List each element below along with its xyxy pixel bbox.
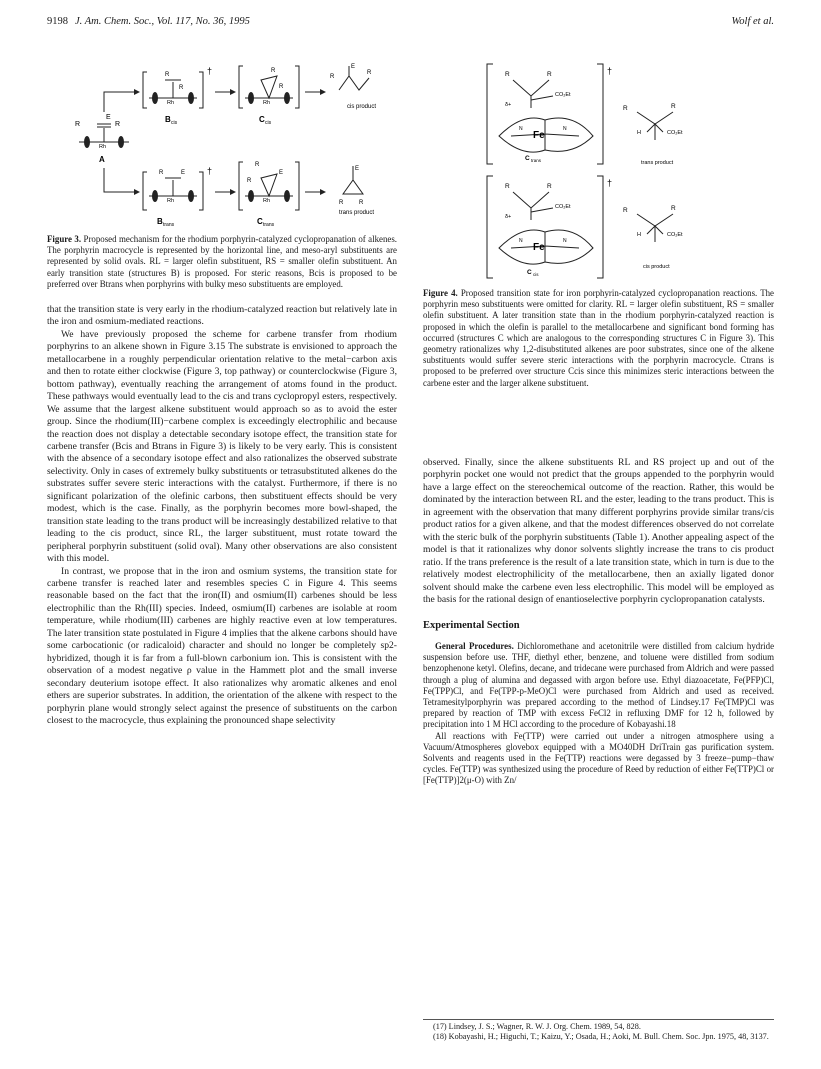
svg-text:R: R (671, 103, 676, 110)
trans-product-label: trans product (339, 210, 375, 216)
figure-3-caption-label: Figure 3. (47, 234, 82, 244)
svg-text:Rh: Rh (167, 198, 175, 204)
right-paragraph-1: observed. Finally, since the alkene substituents RL and RS project up and out of the porphyrin pocket one would not predict that the groups appended to the porphyrin would have a large effect on the stereochemical outcome of the reaction. Rather, this would be dominated by the interaction between RL and the ester, leading to the trans product. This is in agreement with the observation that many different porphyrins provide similar trans/cis product ratios for a given alkene, and that the modest differences observed do not correlate with the steric bulk of the porphyrin substituents (Table 1). Another appealing aspect of the model is that it rationalizes why donor solvents slightly increase the trans to cis product ratio. If the trans preference is the result of a late transition state, which in turn is due to the relatively modest electrophilicity of the metallocarbene, then an axially ligated donor solvent should make the carbene even less electrophilic. This model will be employed as the basis for the rational design of enantioselective porphyrin cyclopropanation catalysts. (423, 457, 774, 605)
a-label: A (99, 155, 105, 164)
left-column (47, 234, 397, 727)
svg-text:cis: cis (533, 272, 539, 277)
footnote-rule (423, 1019, 774, 1020)
svg-text:Fe: Fe (533, 130, 545, 141)
general-procedures-heading: General Procedures. (435, 640, 514, 651)
a-rl-label: R (75, 121, 81, 128)
structure-b-cis (143, 66, 212, 126)
svg-text:cis: cis (171, 120, 178, 126)
figure-4-caption-block (423, 288, 774, 389)
structure-a (75, 114, 129, 164)
fe-cis-product (623, 205, 683, 270)
a-rs-label: R (115, 121, 121, 128)
svg-text:N: N (519, 238, 523, 244)
svg-text:Rh: Rh (263, 198, 271, 204)
footnote-17: (17) Lindsey, J. S.; Wagner, R. W. J. Org. Chem. 1989, 54, 828. (433, 1022, 641, 1031)
svg-text:R: R (359, 200, 364, 206)
structure-c-trans (239, 162, 299, 228)
c-cis-label: C (259, 115, 265, 124)
figure-4-caption (423, 288, 774, 389)
fe-trans-product (623, 103, 683, 166)
trans-product-structure (339, 166, 374, 216)
left-paragraph-3: In contrast, we propose that in the iron and osmium systems, the transition state for carbene transfer is reached later and resembles species C in Figure 4. This seems reasonable based on the fact that the iron(II) and osmium(II) carbenes should be less electrophilic than the Rh(III) species. Indeed, osmium(II) carbenes are isolable at room temperature, while rhodium(III) carbenes are highly reactive even at low temperatures. The later transition state postulated in Figure 4 implies that the alkene carbons should have some carbocationic (or radicaloid) character and should no longer be completely sp2-hybridized, though it is far from a full-blown carbonium ion. This is consistent with the observation of a modest negative ρ value in the Hammett plot and the small inverse secondary deuterium isotope effect. It also rationalizes why aromatic alkenes and enol ethers are superior substrates. In addition, the orientation of the alkene with respect to the porphyrin plane would strongly select against the presence of substituents on the carbon closest to the macrocycle, thus explaining the pronounced shape selectivity (47, 565, 397, 726)
experimental-section-heading: Experimental Section (423, 620, 520, 632)
svg-text:R: R (247, 178, 252, 184)
svg-text:R: R (505, 183, 510, 190)
svg-text:Rh: Rh (263, 100, 271, 106)
fe-ttp-paragraph: All reactions with Fe(TTP) were carried out under a nitrogen atmosphere using a Vacuum/Atmospheres glovebox equipped with a MO40DH DriTrain gas purification system. Solvents and reagents used in the Fe(TTP) reactions were degassed by 3 freeze−pump−thaw cycles. Fe(TTP) was synthesized using the procedure of Reed by reduction of either Fe(TTP)Cl or [Fe(TTP)]2(μ-O) with Zn/ (423, 730, 774, 786)
svg-text:CO₂Et: CO₂Et (667, 232, 683, 238)
b-cis-label: B (165, 115, 171, 124)
svg-text:C: C (525, 155, 530, 162)
cis-product-label: cis product (347, 104, 377, 110)
svg-text:N: N (563, 238, 567, 244)
fe-ts-c-trans (487, 64, 612, 164)
svg-text:δ+: δ+ (505, 102, 512, 108)
footnote-18: (18) Kobayashi, H.; Higuchi, T.; Kaizu, Y.; Osada, H.; Aoki, M. Bull. Chem. Soc. Jpn. 1975, 48, 3137. (433, 1032, 769, 1042)
svg-text:δ+: δ+ (505, 214, 512, 220)
svg-text:†: † (607, 66, 613, 76)
figure-4-caption-text: Proposed transition state for iron porphyrin-catalyzed cyclopropanation reactions. The porphyrin meso substituents were omitted for clarity. RL = larger olefin substituent, RS = smaller olefin substituent. A later transition state than in the rhodium porphyrin-catalyzed reaction is proposed in which the olefin is parallel to the metallocarbene and significant bond forming has occurred (structures C which are analogous to the corresponding structures C in Figure 3). This geometry rationalizes why 1,2-disubstituted alkenes are poor substrates, since one of the alkene substituents would suffer severe steric interactions with the porphyrin macrocycle. Ctrans is proposed to be preferred over structure Ccis since this minimizes steric interactions between the carbene ester and the larger alkene substituent. (423, 288, 774, 388)
dagger-top: † (207, 66, 213, 76)
figure-3-caption-text: Proposed mechanism for the rhodium porphyrin-catalyzed cyclopropanation of alkenes. The porphyrin macrocycle is represented by the horizontal line, and meso-aryl substituents are represented by solid ovals. RL = larger olefin substituent, RS = smaller olefin substituent. An early transition state (structures B) is proposed. For steric reasons, Bcis is proposed to be preferred over Btrans when porphyrins with bulky meso substituents are employed. (47, 234, 398, 289)
running-authors: Wolf et al. (731, 16, 774, 27)
svg-text:trans: trans (531, 158, 542, 163)
svg-text:R: R (623, 105, 628, 112)
figure-4-scheme (423, 60, 775, 285)
svg-text:R: R (279, 84, 284, 90)
b-trans-label: B (157, 217, 163, 226)
journal-citation: J. Am. Chem. Soc., Vol. 117, No. 36, 1995 (75, 16, 250, 27)
page-number: 9198 (47, 16, 68, 27)
svg-text:CO₂Et: CO₂Et (555, 204, 571, 210)
svg-text:E: E (355, 166, 360, 172)
dagger-bottom: † (207, 166, 213, 176)
figure-3-caption (47, 234, 397, 290)
a-rh-label: Rh (99, 144, 107, 150)
figure-3-scheme (47, 62, 399, 232)
svg-text:cis: cis (265, 120, 272, 126)
left-paragraph-1: that the transition state is very early in the rhodium-catalyzed reaction but relatively late in the iron and osmium-mediated reactions. (47, 304, 397, 328)
footnotes (423, 1022, 774, 1043)
svg-text:H: H (637, 130, 641, 136)
svg-text:CO₂Et: CO₂Et (555, 92, 571, 98)
svg-text:†: † (607, 178, 613, 188)
svg-text:N: N (519, 126, 523, 132)
left-paragraph-2: We have previously proposed the scheme for carbene transfer from rhodium porphyrins to an alkene shown in Figure 3.15 The substrate is envisioned to approach the metallocarbene in a roughly perpendicular orientation relative to the metal−carbon axis and then to rotate either clockwise (Figure 3, top pathway) or counterclockwise (Figure 3, bottom pathway), eventually reaching the arrangement of atoms found in the product. These pathways would eventually lead to the cis and trans cyclopropyl esters, respectively. We assume that the largest alkene substituent would approach so as to avoid the ester group. Since the rhodium(III)−carbene complex is exceedingly electrophilic and because the reaction does not display a detectable secondary isotope effect, the transition state for carbene transfer (Bcis and Btrans in Figure 3) is likely to be very early. This is consistent with the absence of a secondary isotope effect and also rationalizes the observed substrate selectivity. Only in cases of extremely bulky substituents or tetrasubstituted alkenes do the substrates suffer severe steric interactions with the catalyst. Furthermore, if there is no significant polarization of the olefinic carbons, then substituent effects should be very modest, which is the case. Finally, as the porphyrin becomes more bowl-shaped, the transition state leading to the trans product will be increasingly destabilized relative to that leading to the cis product, since RL, the larger substituent, must rotate toward the peripheral porphyrin substituent (solid oval). Many other observations are also consistent with this model. (47, 328, 397, 565)
svg-text:R: R (505, 71, 510, 78)
svg-text:E: E (351, 64, 356, 70)
svg-text:R: R (159, 170, 164, 176)
fe-cis-product-label: cis product (643, 264, 670, 270)
svg-text:trans: trans (263, 222, 275, 228)
svg-text:N: N (563, 126, 567, 132)
a-e-label: E (106, 114, 111, 121)
svg-text:R: R (255, 162, 260, 168)
figure-4-caption-label: Figure 4. (423, 288, 458, 298)
svg-text:R: R (547, 71, 552, 78)
right-column (423, 457, 774, 787)
svg-text:R: R (367, 70, 372, 76)
structure-c-cis (239, 66, 299, 126)
svg-text:Fe: Fe (533, 242, 545, 253)
svg-text:R: R (623, 207, 628, 214)
svg-text:E: E (181, 170, 186, 176)
svg-text:Rh: Rh (167, 100, 175, 106)
svg-text:H: H (637, 232, 641, 238)
svg-text:R: R (271, 68, 276, 74)
svg-text:R: R (330, 74, 335, 80)
fe-trans-product-label: trans product (641, 160, 674, 166)
svg-text:trans: trans (163, 222, 175, 228)
svg-text:CO₂Et: CO₂Et (667, 130, 683, 136)
fe-ts-c-cis (487, 176, 612, 278)
svg-text:R: R (165, 72, 170, 78)
svg-text:R: R (339, 200, 344, 206)
general-procedures-paragraph: General Procedures. Dichloromethane and acetonitrile were distilled from calcium hydride suspension before use. THF, diethyl ether, benzene, and toluene were distilled from sodium benzophenone ketyl. Olefins, decane, and tridecane were purchased from Aldrich and were passed through a plug of alumina and degassed with argon before use. Ethyl diazoacetate, Fe(PFP)Cl, Fe(TPP)Cl, and Fe(TPP-p-MeO)Cl were purchased from Aldrich and used as received. Tetramesitylporphyrin was prepared according to the method of Lindsey.17 Fe(TMP)Cl was prepared by reaction of TMP with excess FeCl2 in refluxing DMF for 12 h, followed by precipitation into 1 M HCl according to the procedure of Kobayashi.18 (423, 640, 775, 730)
experimental-text (423, 641, 774, 787)
svg-text:R: R (179, 85, 184, 91)
svg-text:E: E (279, 170, 284, 176)
svg-text:R: R (671, 205, 676, 212)
c-trans-label: C (257, 217, 263, 226)
cis-product-structure (330, 64, 376, 110)
svg-text:R: R (547, 183, 552, 190)
svg-text:C: C (527, 269, 532, 276)
structure-b-trans (143, 166, 212, 228)
